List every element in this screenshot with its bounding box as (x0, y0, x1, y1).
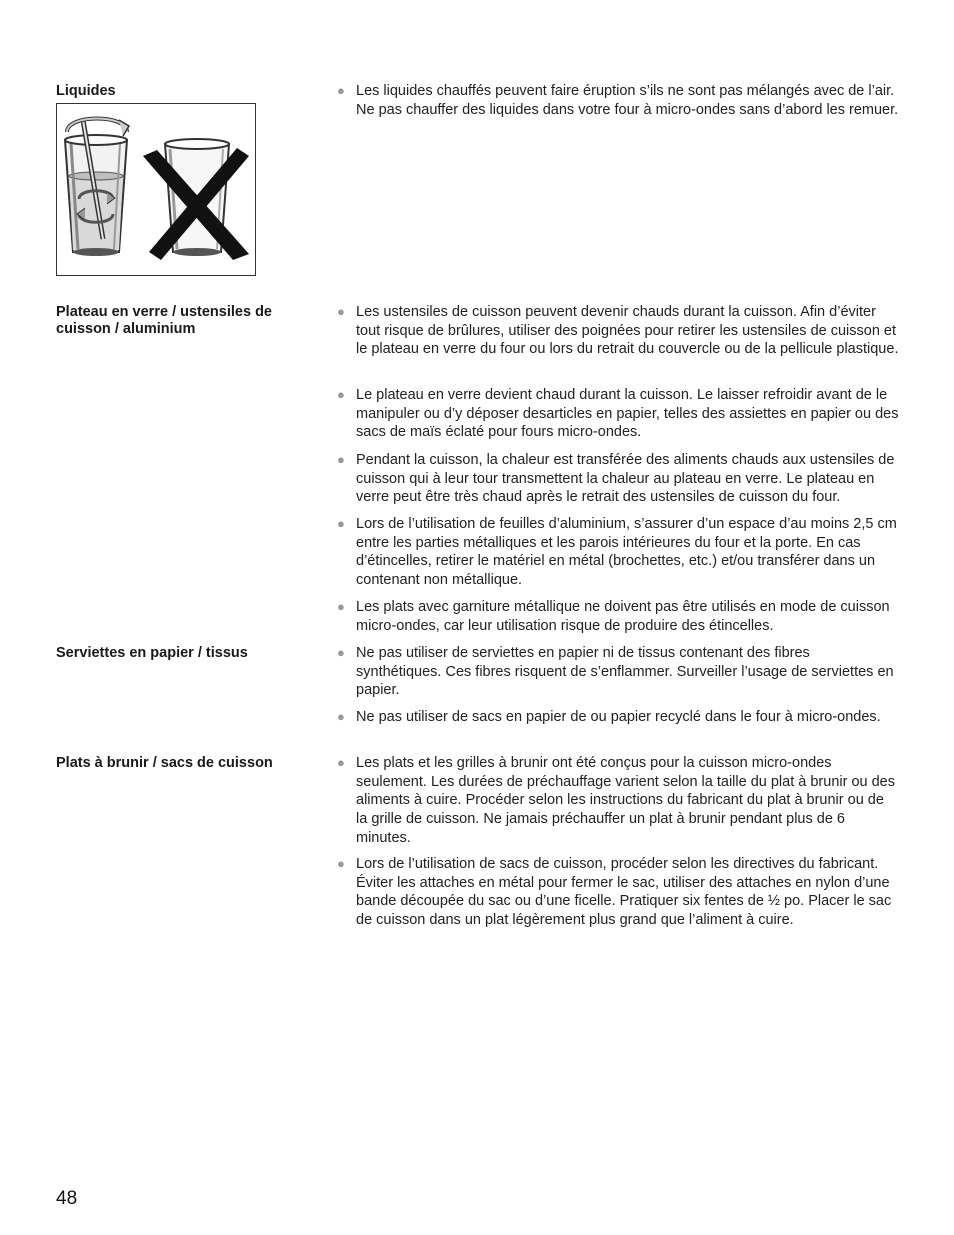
bullet-text: Lors de l’utilisation de sacs de cuisson, procéder selon les directives du fabricant. Éviter les attaches en métal pour fermer le sac, utiliser des attaches en nylon d’une bande découpée du sac ou d’une ficelle. Pratiquer six fentes de ½ po. Placer le sac de cuisson dans un plat légèrement plus grand que l’aliment à cuire. (356, 856, 892, 929)
section-heading-liquides: Liquides (56, 83, 116, 99)
bullet-item (337, 754, 899, 848)
section-heading-plats-brunir: Plats à brunir / sacs de cuisson (56, 755, 273, 771)
section-heading-serviettes: Serviettes en papier / tissus (56, 645, 248, 661)
bullet-item (337, 598, 899, 635)
bullet-item (337, 451, 899, 507)
bullet-dot: ● (337, 645, 345, 660)
bullet-text: Lors de l’utilisation de feuilles d’aluminium, s’assurer d’un espace d’au moins 2,5 cm entre les parties métalliques et les parois intérieures du four et la porte. En cas d’étincelles, retirer le matériel en métal (brochettes, etc.) et/ou transférer dans un contenant non métallique. (356, 516, 897, 589)
bullet-text: Les ustensiles de cuisson peuvent devenir chauds durant la cuisson. Afin d’éviter tout risque de brûlures, utiliser des poignées pour retirer les ustensiles de cuisson et le plateau en verre du four ou lors du retrait du couvercle ou de la pellicule plastique. (356, 304, 899, 358)
bullet-item (337, 708, 899, 727)
bullet-dot: ● (337, 387, 345, 402)
bullet-text: Les plats avec garniture métallique ne doivent pas être utilisés en mode de cuisson micro-ondes, car leur utilisation risque de produire des étincelles. (356, 599, 890, 634)
bullet-item (337, 515, 899, 590)
stirred-glass-icon (65, 119, 129, 257)
bullet-text: Les plats et les grilles à brunir ont été conçus pour la cuisson micro-ondes seulement. Les durées de préchauffage varient selon la taille du plat à brunir ou des aliments à cuire. Procéder selon les instructions du fabricant du plat à brunir ou de la grille de cuisson. Ne jamais préchauffer un plat à brunir pendant plus de 6 minutes. (356, 755, 895, 846)
bullet-item (337, 855, 899, 930)
page-number: 48 (56, 1188, 78, 1209)
bullet-item (337, 386, 899, 442)
bullet-dot: ● (337, 83, 345, 98)
stir-liquid-illustration (56, 103, 256, 276)
section-heading-plateau: Plateau en verre / ustensiles de cuisson / aluminium (56, 304, 272, 337)
bullet-dot: ● (337, 755, 345, 770)
bullet-text: Le plateau en verre devient chaud durant la cuisson. Le laisser refroidir avant de le manipuler ou d’y déposer desarticles en papier, telles des assiettes en papier ou des sacs de maïs éclaté pour fours micro-ondes. (356, 387, 899, 441)
bullet-dot: ● (337, 304, 345, 319)
bullet-text: Ne pas utiliser de sacs en papier de ou papier recyclé dans le four à micro-ondes. (356, 709, 881, 725)
bullet-dot: ● (337, 709, 345, 724)
bullet-text: Pendant la cuisson, la chaleur est transférée des aliments chauds aux ustensiles de cuisson qui à leur tour transmettent la chaleur au plateau en verre. Le plateau en verre peut être très chaud après le retrait des ustensiles de cuisson du four. (356, 452, 895, 506)
bullet-dot: ● (337, 452, 345, 467)
bullet-dot: ● (337, 599, 345, 614)
bullet-dot: ● (337, 856, 345, 871)
bullet-text: Les liquides chauffés peuvent faire éruption s’ils ne sont pas mélangés avec de l’air. Ne pas chauffer des liquides dans votre four à micro-ondes sans d’abord les remuer. (356, 83, 899, 118)
bullet-item (337, 82, 899, 119)
bullet-item (337, 303, 899, 359)
bullet-text: Ne pas utiliser de serviettes en papier ni de tissus contenant des fibres synthétiques. Ces fibres risquent de s’enflammer. Surveiller l’usage de serviettes en papier. (356, 645, 894, 699)
bullet-item (337, 644, 899, 700)
bullet-dot: ● (337, 516, 345, 531)
